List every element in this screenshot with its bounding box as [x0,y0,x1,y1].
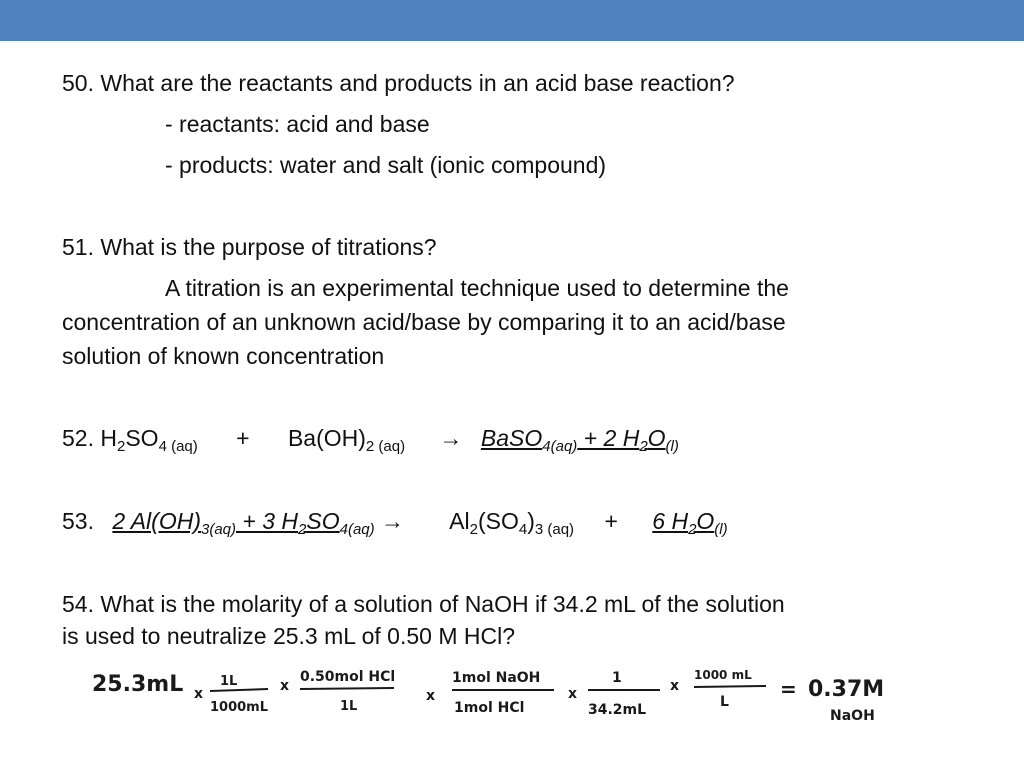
hw-f1-den: 1000mL [210,700,269,715]
answer-51-line1: A titration is an experimental technique used to determine the [165,275,789,301]
eq53-plus: + [604,508,618,534]
hw-f4-num: 1 [612,670,622,686]
equation-53: 53. 2 $Al(OH)_{3(aq)} + 3$ $H_2SO_{4(aq)} \to Al_2(SO_4)_{3 (aq)} + 6$ $H_2O_{(l)}$ [62,508,728,538]
hw-f2-num: 0.50mol HCl [300,669,396,685]
eq53-reactant-answer: 2 $Al(OH)_{3(aq)} + 3$ $H_2SO_{4(aq)}$ [112,508,375,538]
hw-fraction-bar-5 [694,686,766,687]
hw-times-3: x [426,688,436,704]
eq52-arrow: → [439,425,463,451]
hw-result: 0.37M [808,677,885,702]
question-54-line1: 54. What is the molarity of a solution of NaOH if 34.2 mL of the solution [62,591,785,617]
eq53-arrow: → [381,508,405,534]
eq53-water-answer: 6 $H_2O_{(l)}$ [652,508,728,538]
hw-start-value: 25.3mL [92,672,184,697]
hw-f3-num: 1mol NaOH [452,670,541,686]
answer-50-reactants: - reactants: acid and base [165,111,430,137]
question-50: 50. What are the reactants and products in an acid base reaction? [62,70,735,96]
hw-times-1: x [194,686,204,702]
eq53-number: 53. [62,508,94,534]
question-54-line2: is used to neutralize 25.3 mL of 0.50 M HCl? [62,623,515,649]
equation-52: 52. $H_2SO_{4 (aq)} + Ba(OH)_{2 (aq)}$ → BaSO$_{4(aq)}$ + 2 $H_2O_{(l)}$ [62,425,679,455]
hw-f1-num: 1L [220,674,238,689]
hw-f4-den: 34.2mL [588,702,647,718]
hw-f2-den: 1L [340,699,358,714]
hw-fraction-bar-2 [300,688,394,689]
handwritten-calculation [88,660,908,732]
answer-51-line2: concentration of an unknown acid/base by comparing it to an acid/base [62,309,786,335]
top-banner [0,0,1024,41]
hw-equals: = [780,677,797,701]
hw-times-4: x [568,686,578,702]
hw-f5-den: L [720,694,729,710]
hw-times-5: x [670,678,680,694]
eq52-number: 52. H [62,425,117,451]
hw-result-unit: NaOH [830,708,875,724]
answer-50-products: - products: water and salt (ionic compound) [165,152,607,178]
hw-f3-den: 1mol HCl [454,700,525,716]
hw-fraction-bar-1 [210,689,268,691]
question-51: 51. What is the purpose of titrations? [62,234,437,260]
hw-f5-num: 1000 mL [694,668,752,682]
eq52-plus: + [236,425,250,451]
answer-51-line3: solution of known concentration [62,343,385,369]
hw-times-2: x [280,678,290,694]
eq52-product-answer: BaSO$_{4(aq)}$ + 2 $H_2O_{(l)}$ [480,425,679,455]
